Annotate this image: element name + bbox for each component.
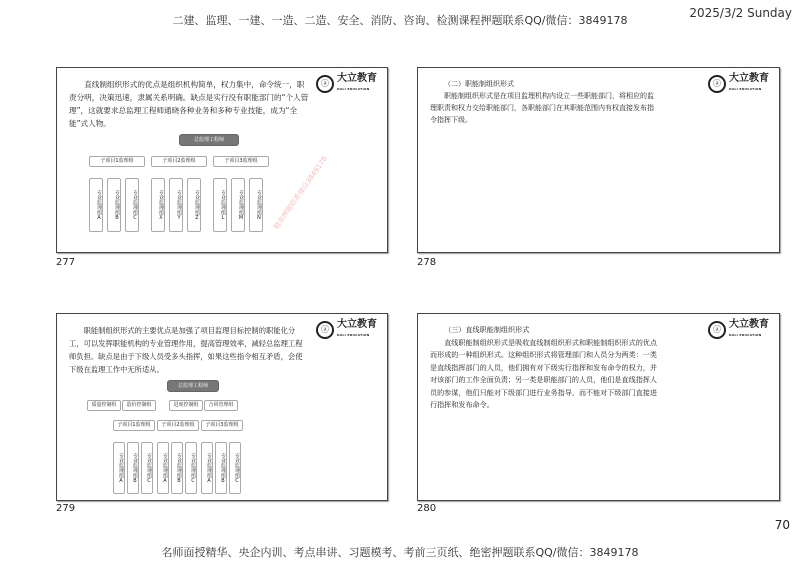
org-leaf: 专业监理组A — [201, 442, 213, 494]
footer-banner: 名师面授精华、央企内训、考点串讲、习题模考、考前三页纸、绝密押题联系QQ/微信：3849178 — [161, 546, 639, 559]
slide-number: 280 — [417, 503, 437, 514]
logo — [316, 320, 377, 340]
org-leaf: 专业监理组C — [185, 442, 197, 494]
org-group: 子项目1监理组 — [113, 420, 155, 431]
slide-number: 279 — [56, 503, 76, 514]
org-leaf: 专业监理组B — [171, 442, 183, 494]
logo-icon: ⓐ — [708, 75, 726, 93]
org-leaf: 专业监理组A — [89, 178, 103, 232]
logo-name: 大立教育 — [729, 319, 769, 330]
org-group: 子项目1监理组 — [89, 156, 145, 167]
org-group: 子项目2监理组 — [157, 420, 199, 431]
date: 2025/3/2 Sunday — [689, 6, 792, 20]
org-leaf: 专业监理组Y — [169, 178, 183, 232]
org-leaf: 专业监理组Z — [187, 178, 201, 232]
org-root: 总监理工程师 — [167, 380, 219, 392]
logo-sub: DALI EDUCATION — [729, 87, 762, 91]
org-leaf: 专业监理组L — [213, 178, 227, 232]
header-banner: 二建、监理、一建、一造、二造、安全、消防、咨询、检测课程押题联系QQ/微信：3849178 — [172, 14, 628, 27]
org-leaf: 专业监理组X — [151, 178, 165, 232]
org-leaf: 专业监理组M — [231, 178, 245, 232]
org-group: 子项目3监理组 — [201, 420, 243, 431]
org-function: 质量控制组 — [87, 400, 121, 411]
slide-277 — [56, 67, 388, 253]
slide-title: （三）直线职能制组织形式 — [444, 325, 530, 334]
slide-278 — [417, 67, 780, 253]
org-chart — [87, 134, 297, 249]
slide-text: 职能制组织形式是在项目监理机构内设立一些职能部门，将相应的监理职责和权力交给职能部门，各职能部门在其职能范围内有权直接发布指令指挥下级。 — [430, 92, 654, 124]
logo-icon: ⓐ — [708, 321, 726, 339]
org-leaf: 专业监理组B — [127, 442, 139, 494]
logo-icon: ⓐ — [316, 75, 334, 93]
page-number: 70 — [774, 518, 790, 532]
logo-name: 大立教育 — [337, 73, 377, 84]
slide-text: 职能制组织形式的主要优点是加强了项目监理目标控制的职能化分工，可以发挥职能机构的专业管理作用，提高管理效率，减轻总监理工程师负担。缺点是由于下级人员受多头指挥，如果这些指令相互矛盾，会使下级在监理工作中无所适从。 — [69, 326, 303, 374]
org-leaf: 专业监理组B — [107, 178, 121, 232]
org-leaf: 专业监理组A — [113, 442, 125, 494]
slide-title: （二）职能制组织形式 — [444, 80, 514, 88]
logo-sub: DALI EDUCATION — [337, 87, 370, 91]
logo-name: 大立教育 — [337, 319, 377, 330]
slide-number: 278 — [417, 257, 437, 268]
org-leaf: 专业监理组C — [229, 442, 241, 494]
org-root: 总监理工程师 — [179, 134, 239, 146]
org-function: 合同管理组 — [204, 400, 238, 411]
logo — [708, 320, 769, 340]
logo-sub: DALI EDUCATION — [337, 333, 370, 337]
org-leaf: 专业监理组C — [141, 442, 153, 494]
slide-number: 277 — [56, 257, 76, 268]
org-chart — [87, 380, 267, 498]
logo-name: 大立教育 — [729, 73, 769, 84]
logo-sub: DALI EDUCATION — [729, 333, 762, 337]
org-group: 子项目3监理组 — [213, 156, 269, 167]
org-function: 造价控制组 — [122, 400, 156, 411]
org-leaf: 专业监理组C — [125, 178, 139, 232]
org-function: 进度控制组 — [169, 400, 203, 411]
org-leaf: 专业监理组N — [249, 178, 263, 232]
org-group: 子项目2监理组 — [151, 156, 207, 167]
slide-279 — [56, 313, 388, 501]
watermark: 精准押题联系微信3849178 — [272, 154, 329, 232]
slide-text: 直线职能制组织形式是吸收直线制组织形式和职能制组织形式的优点而形成的一种组织形式。这种组织形式将管理部门和人员分为两类：一类是直线指挥部门的人员，他们拥有对下级实行指挥和发布命令的权力，并对该部门的工作全面负责；另一类是职能部门的人员，他们是直线指挥人员的参谋，他们只能对下级部门进行业务指导，而不能对下级部门直接进行指挥和发布命令。 — [430, 337, 657, 409]
logo-icon: ⓐ — [316, 321, 334, 339]
logo — [708, 74, 769, 94]
slide-280 — [417, 313, 780, 501]
org-leaf: 专业监理组B — [215, 442, 227, 494]
org-leaf: 专业监理组A — [157, 442, 169, 494]
slide-text: 直线制组织形式的优点是组织机构简单，权力集中，命令统一，职责分明，决策迅速，隶属关系明确。缺点是实行没有职能部门的“个人管理”，这就要求总监理工程师通晓各种业务和多种专业技能，成为“全能”式人物。 — [69, 80, 309, 128]
logo — [316, 74, 377, 94]
